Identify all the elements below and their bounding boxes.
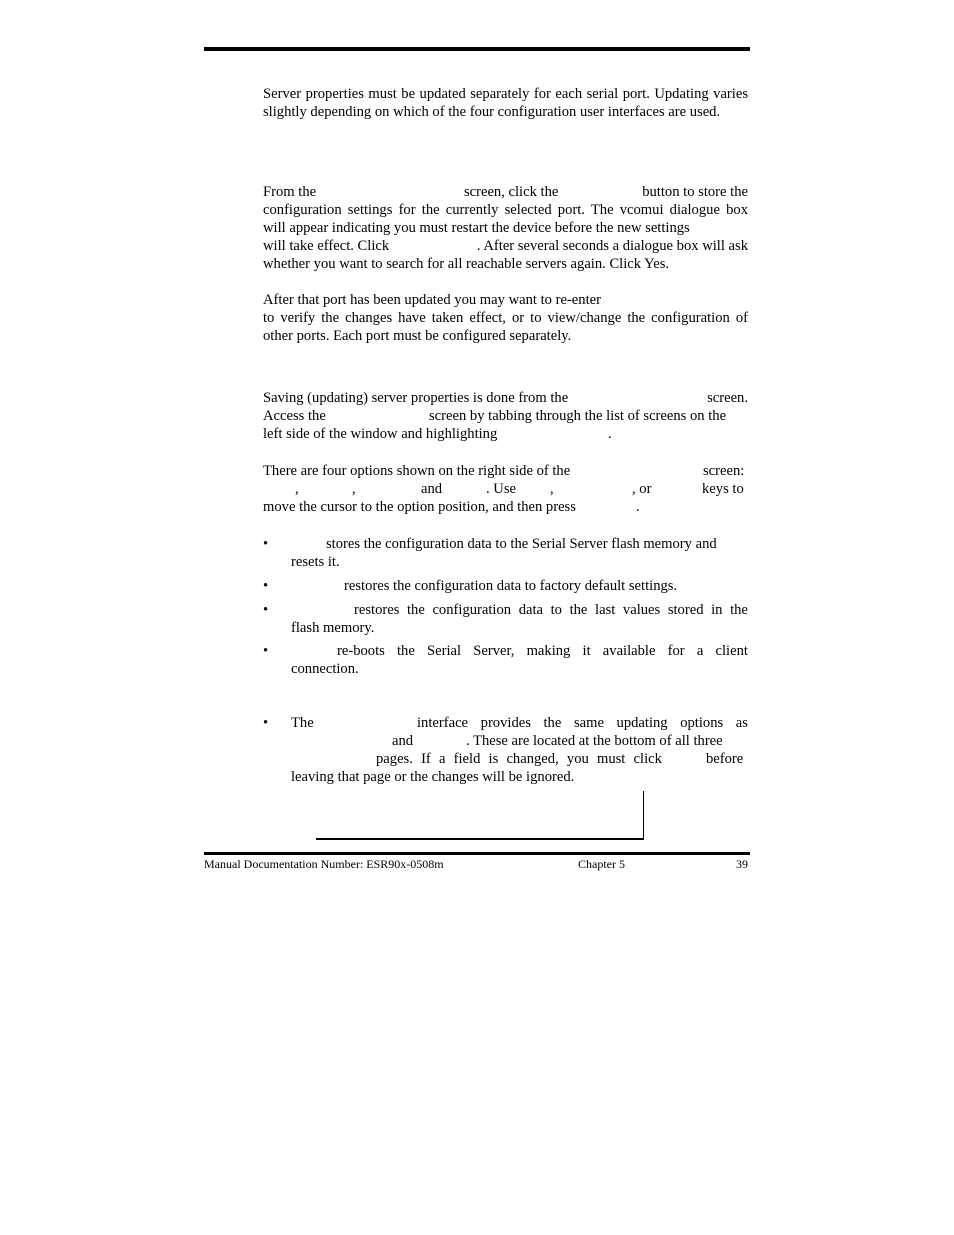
text-fragment: button to store the [642,184,748,200]
bullet-4-line-1 [337,642,748,660]
paragraph-3-line-1: After that port has been updated you may want to re-enter [263,292,601,308]
bullet-1-line-2: resets it. [291,554,340,570]
bullet-5-line-1 [417,714,748,732]
text-fragment: you [566,751,589,767]
text-fragment: Serial [427,643,462,659]
bullet-3-line-1 [354,601,748,619]
text-fragment: configuration [432,602,512,618]
bullet-5-line-3 [376,750,662,768]
text-fragment: . After several seconds a dialogue box will ask [476,238,748,254]
paragraph-5-line-3b: . [636,499,640,515]
paragraph-4-line-3b: . [608,426,612,442]
text-fragment: the [730,602,748,618]
text-fragment: pages. [376,751,413,767]
bullet-marker: • [263,643,269,659]
paragraph-2-line-6: whether you want to search for all reachable servers again. Click Yes. [263,256,670,272]
text-fragment: the [543,715,562,731]
text-fragment: provides [480,715,531,731]
bullet-1-line-1: stores the configuration data to the Serial Server flash memory and [326,536,717,552]
footer-page-number: 39 [736,857,748,871]
note-box-bottom-border [316,838,644,840]
text-fragment: options [680,715,724,731]
text-fragment: the [397,643,415,659]
paragraph-3-body: to verify the changes have taken effect, or to view/change the configuration of other ports. Each port must be configured separately. [263,310,748,344]
text-fragment: the [569,602,588,618]
text-fragment: field [453,751,481,767]
text-fragment: screen. [707,390,748,406]
bullet-marker: • [263,715,269,731]
bullet-marker: • [263,536,269,552]
text-fragment: available [602,643,656,659]
text-fragment: will take effect. Click [263,238,390,254]
text-fragment: is [488,751,499,767]
paragraph-4-line-2b: screen by tabbing through the list of screens on the [429,408,727,424]
text-fragment: screen, click the [463,184,559,200]
paragraph-4-line-3a: left side of the window and highlighting [263,426,498,442]
paragraph-4-line-2a: Access the [263,408,326,424]
text-fragment: making [526,643,571,659]
paragraph-4-line-1 [263,389,748,407]
text-fragment: before [706,751,744,767]
text-fragment: client [715,643,748,659]
text-fragment: a [438,751,446,767]
text-fragment: interface [417,715,469,731]
paragraph-5-line-1b: screen: [703,463,745,479]
text-fragment: must [596,751,626,767]
paragraph-5-line-1a: There are four options shown on the right side of the [263,463,571,479]
bullet-marker: • [263,578,269,594]
text-fragment: to [550,602,562,618]
text-fragment: last [595,602,616,618]
text-fragment: . These are located at the bottom of all three [466,733,723,749]
footer-doc-number: Manual Documentation Number: ESR90x-0508m [204,857,444,871]
text-fragment: , [295,481,299,497]
header-rule [204,47,750,51]
text-fragment: the [407,602,425,618]
footer-chapter: Chapter 5 [578,857,625,871]
text-fragment: updating [616,715,668,731]
text-fragment: data [518,602,543,618]
text-fragment: and [421,481,443,497]
paragraph-2-line-5 [263,237,748,255]
bullet-marker: • [263,602,269,618]
paragraph-5-line-3a: move the cursor to the option position, and then press [263,499,576,515]
text-fragment: stored [667,602,704,618]
text-fragment: as [735,715,748,731]
paragraph-2-line-1 [263,183,748,201]
text-fragment: keys to [702,481,744,497]
text-fragment: a [696,643,704,659]
text-fragment: , [352,481,356,497]
bullet-4-line-2: connection. [291,661,359,677]
text-fragment: in [711,602,723,618]
text-fragment: it [582,643,591,659]
bullet-2-line-1: restores the configuration data to factory default settings. [344,578,678,594]
text-fragment: Saving (updating) server properties is done from the [263,390,569,406]
text-fragment: . Use [486,481,516,497]
text-fragment: Server, [473,643,515,659]
text-fragment: changed, [506,751,559,767]
paragraph-intro: Server properties must be updated separately for each serial port. Updating varies slightly depending on which of the four configuration user interfaces are used. [263,86,748,120]
text-fragment: The [291,715,314,731]
text-fragment: for [667,643,685,659]
text-fragment: If [421,751,431,767]
text-fragment: re-boots [337,643,385,659]
text-fragment: From the [263,184,317,200]
bullet-5-line-4: leaving that page or the changes will be ignored. [291,769,575,785]
paragraph-2-body: configuration settings for the currently selected port. The vcomui dialogue box will appear indicating you must restart the device before the new settings [263,202,748,236]
note-box-right-border [643,791,644,839]
bullet-3-line-2: flash memory. [291,620,375,636]
text-fragment: restores [354,602,400,618]
text-fragment: click [633,751,662,767]
text-fragment: same [573,715,604,731]
text-fragment: and [392,733,414,749]
text-fragment: values [622,602,661,618]
footer-rule [204,852,750,855]
text-fragment: , or [632,481,652,497]
text-fragment: , [550,481,554,497]
